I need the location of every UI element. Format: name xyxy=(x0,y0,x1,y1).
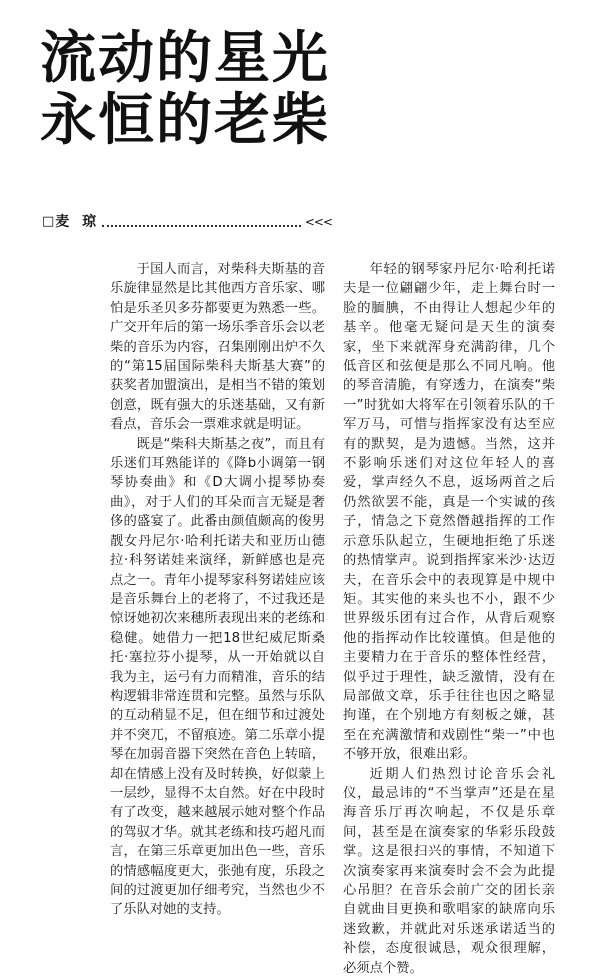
paragraph: 既是“柴科夫斯基之夜”，而且有乐迷们耳熟能详的《降b小调第一钢琴协奏曲》和《D大调小提琴协奏曲》，对于人们的耳朵而言无疑是奢侈的盛宴了。此番由颜值颇高的俊男靓女丹尼尔·哈利托诺夫和亚历山德拉·科努诺娃来演绎，新鲜感也是亮点之一。青年小提琴家科努诺娃应该是音乐舞台上的老将了，不过我还是惊讶她初次来穗所表现出来的老练和稳健。她借力一把18世纪威尼斯桑托·塞拉芬小提琴，从一开始就以自我为主，运弓有力而精准，音乐的结构逻辑非常连贯和完整。虽然与乐队的互动稍显不足，但在细节和过渡处并不突兀，不留痕迹。第二乐章小提琴在加弱音器下突然在音色上转暗，却在情感上没有及时转换，好似蒙上一层纱，显得不太自然。好在中段时有了改变，越来越展示她对整个作品的驾驭才华。就其老练和技巧超凡而言，在第三乐章更加出色一些，音乐的情感幅度更大，张弛有度，乐段之间的过渡更加仔细考究，当然也少不了乐队对她的支持。 xyxy=(110,436,325,918)
byline xyxy=(42,213,332,231)
article-title xyxy=(40,28,580,152)
title-line-1: 流动的星光 xyxy=(40,26,330,91)
title-line-2: 永恒的老柴 xyxy=(40,88,330,153)
byline-box-icon: □ xyxy=(42,214,55,229)
column-right xyxy=(343,260,555,978)
byline-dotted-leader xyxy=(102,217,301,227)
paragraph: 于国人而言，对柴科夫斯基的音乐旋律显然是比其他西方音乐家、哪怕是乐圣贝多芬都要更为熟悉一些。广交开年后的第一场乐季音乐会以老柴的音乐为内容，召集刚刚出炉不久的“第15届国际柴科夫斯基大赛”的获奖者加盟演出，是相当不错的策划创意，既有强大的乐迷基础，又有新看点，音乐会一票难求就是明证。 xyxy=(110,262,325,433)
paragraph: 年轻的钢琴家丹尼尔·哈利托诺夫是一位翩翩少年，走上舞台时一脸的腼腆，不由得让人想起少年的基辛。他毫无疑问是天生的演奏家，坐下来就浑身充满韵律，几个低音区和弦便是那么不同凡响。他的琴音清脆，有穿透力，在演奏“柴一”时犹如大将军在引领着乐队的千军万马，可惜与指挥家没有达至应有的默契，是为遗憾。当然，这并不影响乐迷们对这位年轻人的喜爱，掌声经久不息，返场两首之后仍然欲罢不能，真是一个实诚的孩子，情急之下竟然僭越指挥的工作示意乐队起立，生硬地拒绝了乐迷的热情掌声。说到指挥家米沙·达迈夫，在音乐会中的表现算是中规中矩。其实他的来头也不小，跟不少世界级乐团有过合作，从背后观察他的指挥动作比较谨慎。但是他的主要精力在于音乐的整体性经营，似乎过于理性，缺乏激情，没有在局部做文章，乐手往往也因之略显拘谨，在个别地方有刻板之嫌，甚至在充满激情和戏剧性“柴一”中也不够开放，很难出彩。 xyxy=(343,262,555,763)
column-left xyxy=(110,260,325,920)
paragraph: 近期人们热烈讨论音乐会礼仪，最忌讳的“不当掌声”还是在星海音乐厅再次响起，不仅是乐章间，甚至是在演奏家的华彩乐段鼓掌。这是很扫兴的事情，不知道下次演奏家再来演奏时会不会为此提心吊胆？在音乐会前广交的团长亲自就曲目更换和歌唱家的缺席向乐迷致歉，并就此对乐迷承诺适当的补偿，态度很诚恳，观众很理解，必须点个赞。 xyxy=(343,766,555,976)
byline-arrows-icon: <<< xyxy=(304,215,332,229)
author-name: 麦 琼 xyxy=(55,214,101,230)
